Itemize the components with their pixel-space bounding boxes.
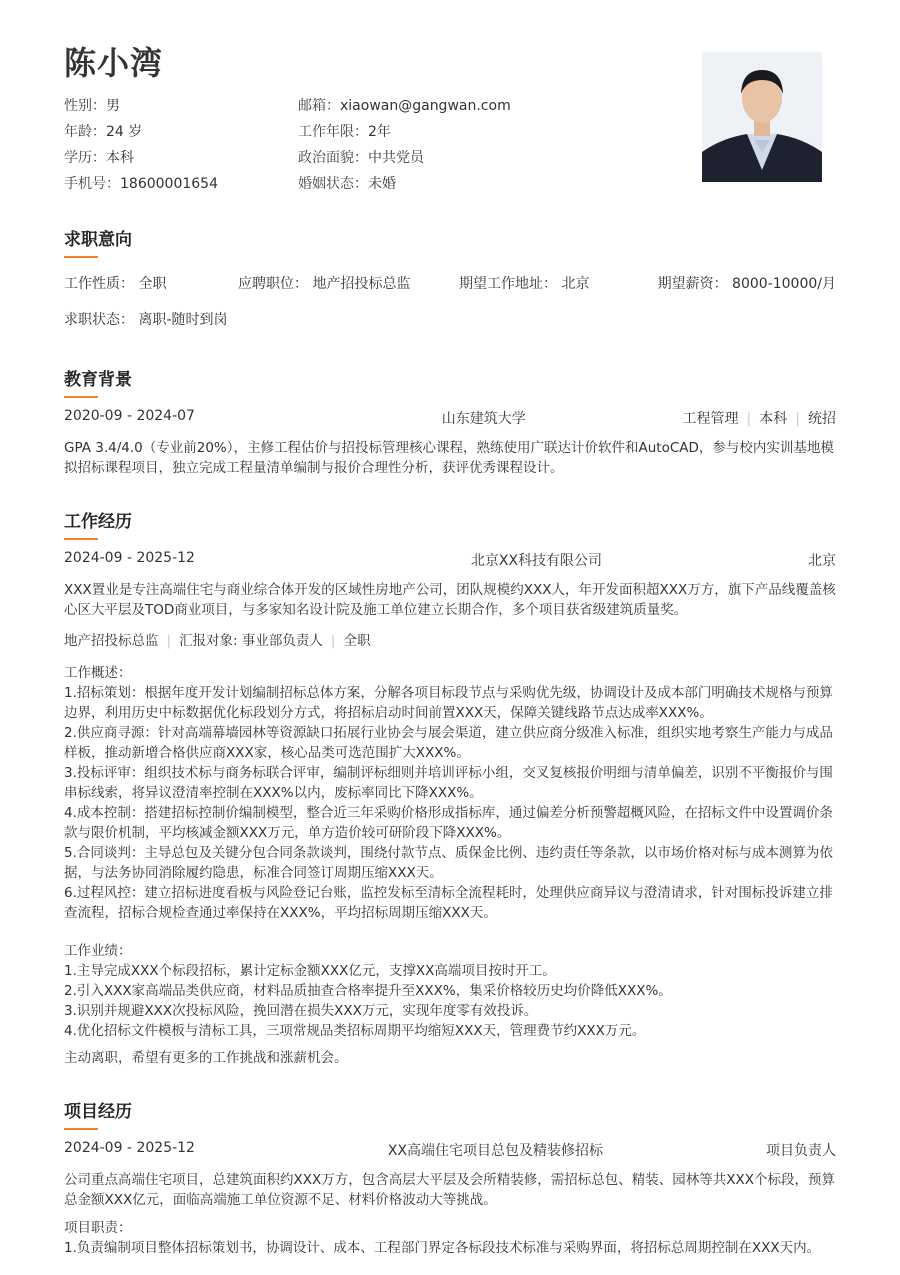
education-value: 本科 [106,150,134,166]
work-header [64,550,836,570]
political-value: 中共党员 [368,150,424,166]
education-label: 学历： [64,150,106,166]
age-label: 年龄： [64,124,106,140]
work-summary-item: 5.合同谈判：主导总包及关键分包合同条款谈判，围绕付款节点、质保金比例、违约责任等条款，以市场价格对标与成本测算为依据，与法务协同消除履约隐患，标准合同签订周期压缩XXX天。 [64,845,833,881]
work-results [64,941,836,1041]
candidate-name: 陈小湾 [64,44,164,82]
work-leave-reason: 主动离职，希望有更多的工作挑战和涨薪机会。 [64,1050,348,1066]
section-underline [64,256,98,258]
age-value: 24 岁 [106,124,143,140]
marital-label: 婚姻状态： [298,176,368,192]
work-summary-item: 6.过程风控：建立招标进度看板与风险登记台账，监控发标至清标全流程耗时，处理供应商异议与澄清请求，针对围标投诉建立排查流程，招标合规检查通过率保持在XXX%，平均招标周期压缩XXX天。 [64,885,833,921]
work-summary-item: 4.成本控制：搭建招标控制价编制模型，整合近三年采购价格形成指标库，通过偏差分析预警超概风险，在招标文件中设置调价条款与限价机制，平均核减金额XXX万元，单方造价较可研阶段下降XXX%。 [64,805,833,841]
work-company-intro: XXX置业是专注高端住宅与商业综合体开发的区域性房地产公司，团队规模约XXX人，年开发面积超XXX万方，旗下产品线覆盖核心区大平层及TOD商业项目，与多家知名设计院及施工单位建立长期合作，多个项目获省级建筑质量奖。 [64,582,836,618]
work-years-value: 2年 [368,124,391,140]
email-value: xiaowan@gangwan.com [340,98,511,114]
education-header [64,408,836,428]
project-role: 项目负责人 [765,1143,836,1159]
political-label: 政治面貌： [298,150,368,166]
project-date: 2024-09 - 2025-12 [64,1140,195,1156]
intent-position: 应聘职位： 地产招投标总监 [238,276,411,292]
intent-salary: 期望薪资： 8000-10000/月 [657,276,836,292]
section-underline [64,396,98,398]
education-school: 山东建筑大学 [441,411,526,427]
project-duty-item: 1.负责编制项目整体招标策划书，协调设计、成本、工程部门界定各标段技术标准与采购界面，将招标总周期控制在XXX天内。 [64,1240,821,1256]
profile-photo [702,52,822,182]
section-underline [64,538,98,540]
project-name: XX高端住宅项目总包及精装修招标 [387,1143,604,1159]
work-summary-item: 1.招标策划：根据年度开发计划编制招标总体方案，分解各项目标段节点与采购优先级，协调设计及成本部门明确技术规格与预算边界，利用历史中标数据优化标段划分方式，将招标启动时间前置XXX天，保障关键线路节点达成率XXX%。 [64,685,833,721]
work-result-item: 2.引入XXX家高端品类供应商，材料品质抽查合格率提升至XXX%，集采价格较历史均价降低XXX%。 [64,983,672,999]
phone-value: 18600001654 [120,176,218,192]
work-date: 2024-09 - 2025-12 [64,550,195,566]
project-intro: 公司重点高端住宅项目，总建筑面积约XXX万方，包含高层大平层及会所精装修，需招标总包、精装、园林等共XXX个标段，预算总金额XXX亿元，面临高端施工单位资源不足、材料价格波动大等挑战。 [64,1172,835,1208]
work-years-label: 工作年限： [298,124,368,140]
gender-label: 性别： [64,98,106,114]
info-row [64,147,624,167]
work-summary-item: 2.供应商寻源：针对高端幕墙园林等资源缺口拓展行业协会与展会渠道，建立供应商分级准入标准，组织实地考察生产能力与成品样板，推动新增合格供应商XXX家，核心品类可选范围扩大XXX%。 [64,725,833,761]
project-duties [64,1218,836,1258]
section-title-education: 教育背景 [64,370,132,390]
education-tags: 工程管理 | 本科 | 统招 [682,411,836,427]
work-tags: 地产招投标总监 | 汇报对象: 事业部负责人 | 全职 [64,633,371,649]
work-result-item: 1.主导完成XXX个标段招标，累计定标金额XXX亿元，支撑XX高端项目按时开工。 [64,963,556,979]
info-row [64,121,624,141]
section-title-work: 工作经历 [64,512,132,532]
info-row [64,173,624,193]
info-row [64,95,624,115]
marital-value: 未婚 [368,176,396,192]
phone-label: 手机号： [64,176,120,192]
project-header [64,1140,836,1160]
project-duty-label: 项目职责： [64,1220,132,1236]
work-result-item: 3.识别并规避XXX次投标风险，挽回潜在损失XXX万元，实现年度零有效投诉。 [64,1003,538,1019]
intent-location: 期望工作地址： 北京 [459,276,590,292]
section-underline [64,1128,98,1130]
work-result-item: 4.优化招标文件模板与清标工具，三项常规品类招标周期平均缩短XXX天，管理费节约XXX万元。 [64,1023,646,1039]
education-date: 2020-09 - 2024-07 [64,408,195,424]
section-title-intent: 求职意向 [64,230,132,250]
work-results-label: 工作业绩： [64,943,132,959]
education-description: GPA 3.4/4.0（专业前20%），主修工程估价与招投标管理核心课程，熟练使用广联达计价软件和AutoCAD，参与校内实训基地模拟招标课程项目，独立完成工程量清单编制与报价合理性分析，获评优秀课程设计。 [64,440,834,476]
gender-value: 男 [106,98,120,114]
work-summary [64,663,836,923]
section-title-project: 项目经历 [64,1102,132,1122]
intent-job-nature: 工作性质： 全职 [64,276,167,292]
work-company: 北京XX科技有限公司 [470,553,603,569]
email-label: 邮箱： [298,98,340,114]
work-summary-item: 3.投标评审：组织技术标与商务标联合评审，编制评标细则并培训评标小组，交叉复核报价明细与清单偏差，识别不平衡报价与围串标线索，将异议澄清率控制在XXX%以内，废标率同比下降XXX%。 [64,765,833,801]
work-summary-label: 工作概述： [64,665,132,681]
work-city: 北京 [807,553,836,569]
